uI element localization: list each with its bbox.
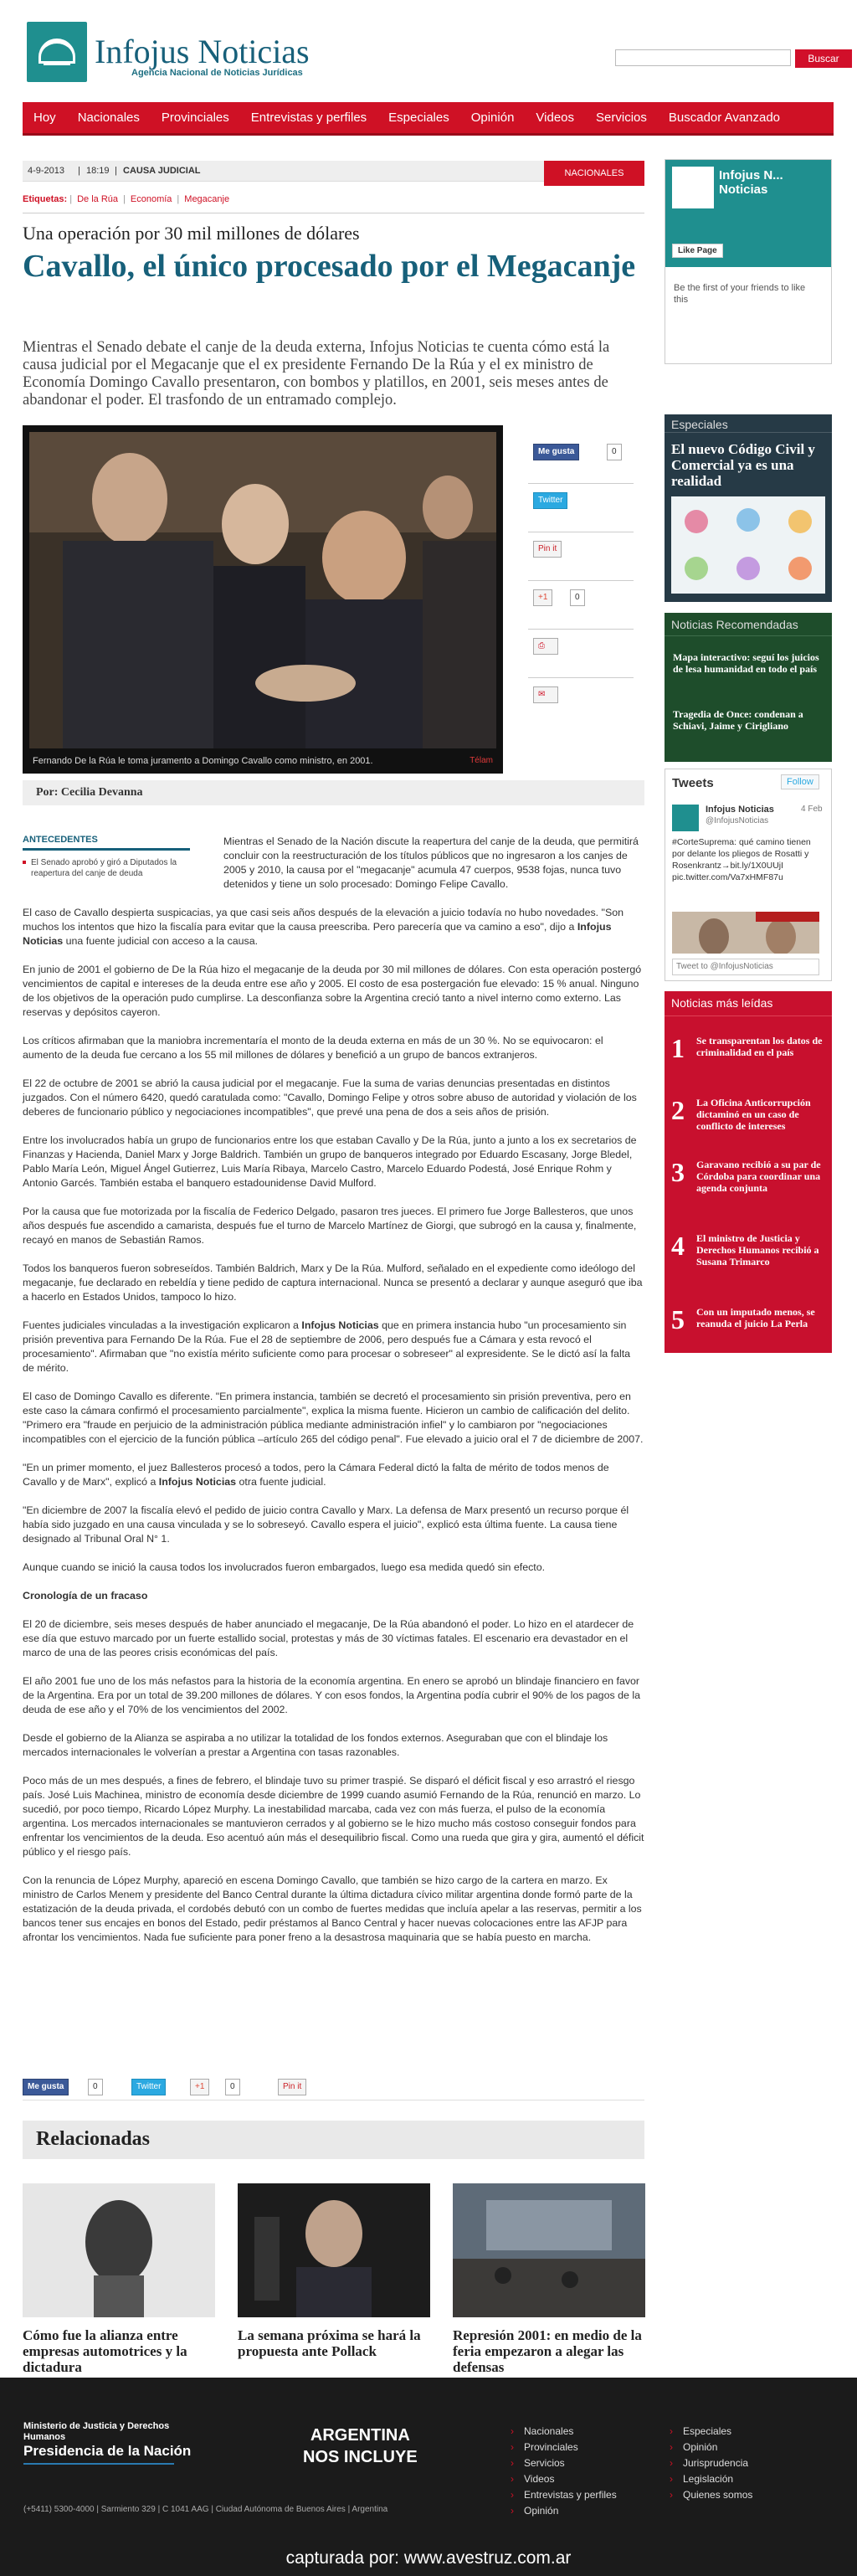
body-paragraph: "En diciembre de 2007 la fiscalía elevó el pedido de juicio contra Cavallo y Marx. La defensa de Marx presentó un recurso porque él había sido juzgado en una causa vinculada y se lo sobreseyó. Cavallo espera el juicio", explicó esta última fuente. La causa tiene designado al Tribunal Oral N° 1. xyxy=(23,1504,629,1545)
facebook-widget-text: Be the first of your friends to like this xyxy=(674,283,806,305)
especiales-image[interactable] xyxy=(671,496,825,594)
nav-hoy[interactable]: Hoy xyxy=(33,111,56,125)
gplus-count-bottom: 0 xyxy=(225,2079,240,2095)
tweet-author[interactable]: Infojus Noticias xyxy=(706,805,774,815)
search-button[interactable]: Buscar xyxy=(795,49,852,68)
footer-link[interactable]: › Videos xyxy=(511,2471,617,2487)
body-paragraph: Aunque cuando se inició la causa todos los involucrados fueron embargados, luego esa medida quedó sin efecto. xyxy=(23,1561,546,1573)
article-volanta: Una operación por 30 mil millones de dólares xyxy=(23,223,360,244)
footer-ministerio[interactable]: Ministerio de Justicia y Derechos Humanos xyxy=(23,2421,170,2442)
body-paragraph: El caso de Cavallo despierta suspicacias, ya que casi seis años después de la elevación a juicio todavía no hubo novedades. "Son muchos los intentos que hizo la fiscalía para evitar que la causa preescriba. Pero parecería que va camino a eso", dijo a Infojus Noticias una fuente judicial con acceso a la causa. xyxy=(23,907,624,947)
especiales-headline[interactable]: El nuevo Código Civil y Comercial ya es una realidad xyxy=(671,441,815,489)
tweet-handle[interactable]: @InfojusNoticias xyxy=(706,816,769,825)
body-paragraph: El caso de Domingo Cavallo es diferente. "En primera instancia, también se decretó el procesamiento sin prisión preventiva, pero en este caso la cámara confirmó el procesamiento parcialmente", explica la misma fuente. Hicieron un cambio de calificación del delito. "Primero era "fraude en perjuicio de la administración pública mediante administración infiel" y lo cambiaron por "negociaciones incompatibles con el ejercicio de la función pública –artículo 265 del código penal". Fue elevado a juicio oral el 7 de diciembre de 2007. xyxy=(23,1391,644,1445)
facebook-widget xyxy=(665,159,832,364)
body-paragraph: Entre los involucrados había un grupo de funcionarios entre los que estaban Cavallo y De la Rúa, junto a junto a los ex secretarios de Finanzas y Hacienda, Daniel Marx y Jorge Baldrich. También un grupo de banqueros integrado por Eduardo Escasany, Jorge Bledel, Pablo María León, Miguel Ángel Gutierrez, Luis María Ribaya, Marcelo Castro, Marcelo Eduardo Podestá, José Enrique Rohm y Antonio Garcés. También estaba el banquero estadounidense David Mulford. xyxy=(23,1134,637,1189)
footer-link[interactable]: › Quienes somos xyxy=(670,2487,752,2503)
footer-presidencia[interactable]: Presidencia de la Nación xyxy=(23,2443,192,2459)
facebook-like-button-bottom[interactable]: Me gusta xyxy=(23,2079,69,2095)
site-brand[interactable]: Infojus Noticias xyxy=(95,33,310,70)
recomendada-link[interactable]: Mapa interactivo: seguí los juicios de lesa humanidad en todo el país xyxy=(673,651,819,675)
email-icon[interactable]: ✉ xyxy=(533,686,558,703)
footer-link[interactable]: › Opinión xyxy=(511,2503,617,2519)
footer-link[interactable]: › Servicios xyxy=(511,2455,617,2471)
print-icon[interactable]: ⎙ xyxy=(533,638,558,655)
body-paragraph: Desde el gobierno de la Alianza se aspiraba a no utilizar la totalidad de los fondos externos. Aseguraban que con el blindaje los mercados internacionales le volverían a prestar a Argentina con tasas razonables. xyxy=(23,1732,608,1758)
related-thumb[interactable] xyxy=(453,2183,645,2317)
facebook-like-page-button[interactable]: Like Page xyxy=(672,244,723,258)
mas-leidas-item[interactable]: 1 Se transparentan los datos de criminalidad en el país xyxy=(671,1033,823,1063)
author-bar xyxy=(23,780,644,805)
tag-megacanje[interactable]: Megacanje xyxy=(184,194,230,204)
photo-credit: Télam xyxy=(470,756,493,765)
body-paragraph: Por la causa que fue motorizada por la fiscalía de Federico Delgado, pasaron tres jueces. El primero fue Jorge Ballesteros, que unos años después fue ascendido a camarista, después fue el turno de Marcelo Martínez de Giorgi, que subrogó en la causa y, finalmente, recayó en manos de Sebastián Ramos. xyxy=(23,1206,637,1246)
body-subheading: Cronología de un fracaso xyxy=(23,1590,148,1602)
related-item[interactable] xyxy=(238,2183,430,2359)
nav-opinion[interactable]: Opinión xyxy=(470,111,515,125)
body-paragraph: Todos los banqueros fueron sobreseídos. También Baldrich, Marx y De la Rúa. Mulford, señalado en el expediente como ideólogo del megacanje, fue declarado en rebeldía y tiene pedido de captura internacional. Nunca se presentó a declarar y aunque aseguró que iba a hacerlo en Estados Unidos, tampoco lo hizo. xyxy=(23,1262,643,1303)
article-time: 18:19 xyxy=(86,166,110,176)
antecedentes-box xyxy=(23,835,190,879)
mas-leidas-title: Noticias más leídas xyxy=(665,991,832,1016)
tag-de-la-rua[interactable]: De la Rúa xyxy=(77,194,119,204)
mas-leidas-item[interactable]: 5 Con un imputado menos, se reanuda el juicio La Perla xyxy=(671,1304,815,1334)
section-badge[interactable]: NACIONALES xyxy=(544,161,644,186)
tags: Etiquetas: | De la Rúa | Economía | Megacanje xyxy=(23,194,230,204)
recomendadas-box xyxy=(665,613,832,762)
tweet-to-input[interactable]: Tweet to @InfojusNoticias xyxy=(672,959,819,975)
footer-links-col1 xyxy=(511,2424,617,2519)
pinterest-button-bottom[interactable]: Pin it xyxy=(278,2079,306,2095)
tag-economia[interactable]: Economía xyxy=(130,194,172,204)
article-headline: Cavallo, el único procesado por el Megacanje xyxy=(23,249,636,284)
page-logo xyxy=(672,167,714,208)
footer-link[interactable]: › Legislación xyxy=(670,2471,752,2487)
mas-leidas-item[interactable]: 2 La Oficina Anticorrupción dictaminó en un caso de conflicto de intereses xyxy=(671,1095,811,1132)
tweets-title: Tweets xyxy=(672,776,714,790)
nav-provinciales[interactable]: Provinciales xyxy=(161,111,229,125)
antecedentes-link[interactable]: El Senado aprobó y giró a Diputados la reapertura del canje de deuda xyxy=(23,857,190,879)
body-paragraph: En junio de 2001 el gobierno de De la Rúa hizo el megacanje de la deuda por 30 mil millones de dólares. Con esta operación postergó vencimientos de capital e intereses de la deuda entre ese año y 2005. El costo de esa postergación fue elevado: 15 % anual. Ninguno de los objetivos de la operación pudo cumplirse. La desconfianza sobre la Argentina creció tanto a nivel interno como externo. Las reservas y depósitos cayeron. xyxy=(23,964,642,1018)
twitter-button[interactable]: Twitter xyxy=(533,492,567,509)
article-date: 4-9-2013 xyxy=(28,166,65,176)
article-lead: Mientras el Senado debate el canje de la deuda externa, Infojus Noticias te cuenta cómo está la causa judicial por el Megacanje que el ex presidente Fernando De la Rúa y el ex ministro de Economía Domingo Cavallo presentaron, con bombos y platillos, en 2001, seis meses antes de abandonar el poder. El trasfondo de un entramado complejo. xyxy=(23,339,610,409)
body-paragraph: Con la renuncia de López Murphy, apareció en escena Domingo Cavallo, que también se hizo cargo de la cartera en marzo. Ex ministro de Carlos Menem y presidente del Banco Central durante la última dictadura cívico militar argentina donde formó parte de la estatización de la deuda privada, el cordobés debutó con un combo de fuertes medidas que incluía apelar a las reservas, permitir a los bancos tener sus encajes en bonos del Estado, pedir préstamos al Banco Central y hacer nuevas colocaciones entre las AFJP para afrontar los vencimientos. Nada fue suficiente para poner freno a la desastrosa maquinaria que se había puesto en marcha. xyxy=(23,1874,642,1943)
footer-link[interactable]: › Opinión xyxy=(670,2440,752,2455)
related-item[interactable] xyxy=(23,2183,215,2375)
gplus-button[interactable]: +1 xyxy=(533,589,552,606)
body-paragraph: El 20 de diciembre, seis meses después de haber anunciado el megacanje, De la Rúa abandonó el poder. Lo hizo en el atardecer de ese día que estuvo marcado por un fuerte estallido social, protestas y más de 30 víctimas fatales. El escenario era devastador en el marco de una de las peores crisis económicas del país. xyxy=(23,1618,634,1658)
especiales-title: Especiales xyxy=(665,414,832,433)
footer-link[interactable]: › Jurisprudencia xyxy=(670,2455,752,2471)
nav-nacionales[interactable]: Nacionales xyxy=(77,111,140,125)
tweet-image[interactable] xyxy=(672,912,819,954)
footer-links-col2 xyxy=(670,2424,752,2503)
nav-videos[interactable]: Videos xyxy=(536,111,575,125)
twitter-widget xyxy=(665,769,832,981)
tweet-date[interactable]: 4 Feb xyxy=(801,805,823,814)
mas-leidas-item[interactable]: 4 El ministro de Justicia y Derechos Humanos recibió a Susana Trimarco xyxy=(671,1231,819,1267)
body-paragraph: Poco más de un mes después, a fines de febrero, el blindaje tuvo su primer traspié. Se disparó el déficit fiscal y eso arrastró el riesgo país. José Luis Machinea, ministro de economía desde diciembre de 1999 cuando asumió Fernando de la Rúa, renunció en marzo. Lo sucedió, por poco tiempo, Ricardo López Murphy. La inestabilidad marcaba, cada vez con más fuerza, el pulso de la economía argentina. Los mercados internacionales se mantuvieron cerrados y al gobierno se le hizo mucho más costoso conseguir fondos para enfrentar los vencimientos de la deuda. Eso acentuó aún más el desequilibrio fiscal. Como una rueda que gira y gira, aumentó el déficit público y el riesgo país. xyxy=(23,1775,644,1858)
footer-link[interactable]: › Provinciales xyxy=(511,2440,617,2455)
footer-address: (+5411) 5300-4000 | Sarmiento 329 | C 1041 AAG | Ciudad Autónoma de Buenos Aires | Argentina xyxy=(23,2505,388,2514)
footer-link[interactable]: › Nacionales xyxy=(511,2424,617,2440)
related-headline[interactable]: Cómo fue la alianza entre empresas automotrices y la dictadura xyxy=(23,2327,187,2375)
footer-argentina-logo[interactable]: ARGENTINA NOS INCLUYE xyxy=(303,2426,418,2466)
facebook-page-name[interactable]: Infojus N... Noticias xyxy=(719,168,783,197)
mas-leidas-box xyxy=(665,991,832,1353)
facebook-like-button[interactable]: Me gusta xyxy=(533,444,579,460)
related-headline[interactable]: Represión 2001: en medio de la feria empezaron a alegar las defensas xyxy=(453,2327,642,2375)
tweet-text: #CorteSuprema: qué camino tienen por delante los pliegos de Rosatti y Rosenkrantz→bit.ly/1X0UUjI pic.twitter.com/Va7xHMF87u xyxy=(672,837,811,882)
photo-caption: Fernando De la Rúa le toma juramento a Domingo Cavallo como ministro, en 2001. xyxy=(23,748,503,774)
related-header xyxy=(23,2121,644,2159)
share-bottom xyxy=(23,2079,644,2100)
nav-especiales[interactable]: Especiales xyxy=(388,111,449,125)
article-body xyxy=(23,835,644,1959)
gplus-button-bottom[interactable]: +1 xyxy=(190,2079,209,2095)
body-paragraph: Fuentes judiciales vinculadas a la investigación explicaron a Infojus Noticias que en primera instancia hubo "un procesamiento sin prisión preventiva para Fernando De la Rúa. Fue el 28 de septiembre de 2006, pero después fue a Cámara y esta revocó el procesamiento". Afirmaban que "no existía mérito suficiente como para procesar o sobreseer" al expresidente. Se le dictó así la falta de mérito. xyxy=(23,1319,631,1374)
site-header xyxy=(23,15,839,82)
twitter-button-bottom[interactable]: Twitter xyxy=(131,2079,166,2095)
twitter-follow-button[interactable]: Follow xyxy=(781,774,819,789)
facebook-count: 0 xyxy=(607,444,622,460)
related-item[interactable] xyxy=(453,2183,645,2375)
site-tagline: Agencia Nacional de Noticias Jurídicas xyxy=(131,68,303,78)
footer-link[interactable]: › Especiales xyxy=(670,2424,752,2440)
recomendada-link[interactable]: Tragedia de Once: condenan a Schiavi, Jaime y Cirigliano xyxy=(673,708,803,732)
related-headline[interactable]: La semana próxima se hará la propuesta ante Pollack xyxy=(238,2327,421,2359)
tags-label: Etiquetas: xyxy=(23,194,68,204)
main-nav xyxy=(23,102,834,136)
facebook-count-bottom: 0 xyxy=(88,2079,103,2095)
photo-image xyxy=(29,432,496,748)
nav-buscador-avanzado[interactable]: Buscador Avanzado xyxy=(668,111,781,125)
mas-leidas-item[interactable]: 3 Garavano recibió a su par de Córdoba para coordinar una agenda conjunta xyxy=(671,1157,821,1194)
nav-servicios[interactable]: Servicios xyxy=(596,111,647,125)
footer-link[interactable]: › Entrevistas y perfiles xyxy=(511,2487,617,2503)
recomendadas-title: Noticias Recomendadas xyxy=(665,613,832,636)
especiales-box xyxy=(665,414,832,602)
nav-entrevistas[interactable]: Entrevistas y perfiles xyxy=(250,111,367,125)
search-input[interactable] xyxy=(615,49,791,66)
body-paragraph: Los críticos afirmaban que la maniobra incrementaría el monto de la deuda externa en más de un 30 %. No se equivocaron: el aumento de la deuda fue cercano a los 55 mil millones de dólares y benefició a un grupo de bancos extranjeros. xyxy=(23,1035,603,1061)
article-meta-bar: 4-9-2013 | 18:19 | CAUSA JUDICIAL NACIONALES xyxy=(23,161,644,182)
capture-watermark: capturada por: www.avestruz.com.ar xyxy=(285,2548,572,2568)
body-paragraph: El año 2001 fue uno de los más nefastos para la historia de la economía argentina. En enero se aprobó un blindaje financiero en favor de la Argentina. Era por un total de 39.200 millones de dólares. Y con esos fondos, la Argentina podía cubrir el 90% de los pagos de la deuda de ese año y el 70% de los vencimientos del 2002. xyxy=(23,1675,640,1715)
share-panel xyxy=(528,435,634,727)
antecedentes-title: ANTECEDENTES xyxy=(23,835,190,851)
body-paragraph: "En un primer momento, el juez Ballesteros procesó a todos, pero la Cámara Federal dictó la falta de mérito de todos menos de Cavallo y de Marx", explicó a Infojus Noticias otra fuente judicial. xyxy=(23,1462,609,1488)
twitter-avatar[interactable] xyxy=(672,805,699,831)
related-title: Relacionadas xyxy=(36,2128,151,2150)
body-paragraph: Mientras el Senado de la Nación discute la reapertura del canje de la deuda, que permitirá concluir con la reestructuración de los títulos públicos que no ingresaron a los canjes de 2005 y 2010, la causa por el "megacanje" acumula 47 cuerpos, 9538 fojas, nunca tuvo detenidos y tiene un solo procesado: Domingo Felipe Cavallo. xyxy=(223,836,639,890)
article-author: Por: Cecilia Devanna xyxy=(36,786,143,799)
pinterest-button[interactable]: Pin it xyxy=(533,541,562,558)
infojus-logo[interactable] xyxy=(27,22,87,82)
gplus-count: 0 xyxy=(570,589,585,606)
article-photo[interactable] xyxy=(23,425,503,774)
article-section: CAUSA JUDICIAL xyxy=(123,166,201,176)
body-paragraph: El 22 de octubre de 2001 se abrió la causa judicial por el megacanje. Fue la suma de varias denuncias presentadas en distintos juzgados. Con el número 6420, quedó caratulada como: "Cavallo, Domingo Felipe y otros sobre abuso de autoridad y violación de los deberes de funcionario público y negociaciones incompatibles", que prevé una pena de dos a seis años de prisión. xyxy=(23,1077,637,1118)
related-thumb[interactable] xyxy=(23,2183,215,2317)
related-thumb[interactable] xyxy=(238,2183,430,2317)
